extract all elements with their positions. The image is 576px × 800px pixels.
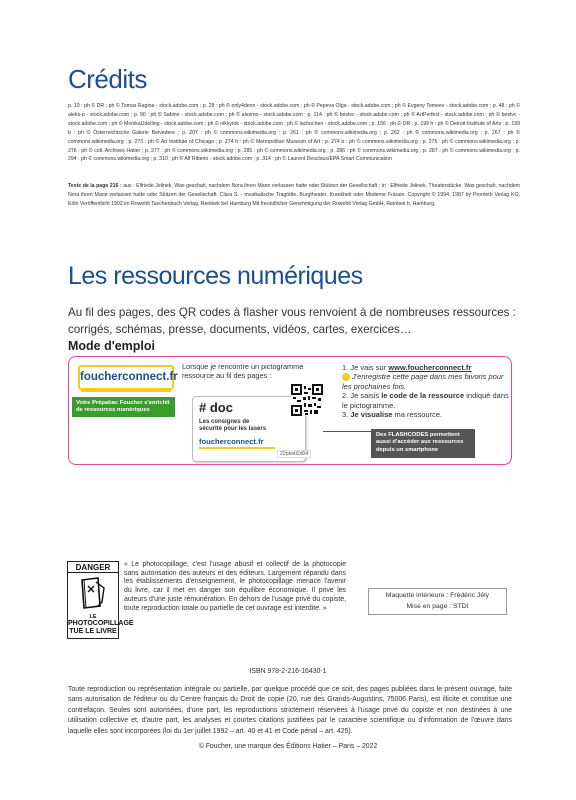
foucherconnect-logo-text: foucherconnect.fr (80, 371, 178, 383)
step-3-text-b: Je visualise (350, 410, 393, 420)
connector-line (323, 431, 371, 432)
step-1-tip (342, 372, 512, 391)
doc-pictogram-subtitle: Les consignes de sécurité pour les lasers (199, 419, 267, 433)
danger-bottom-line1: LE (89, 613, 97, 620)
danger-label: DANGER (68, 562, 118, 573)
logo-underline (81, 389, 171, 392)
legal-notice: Toute reproduction ou représentation intégrale ou partielle, par quelque procédé que ce soit, des pages publiées dans le présent ouvrage, faite sans autorisation de l'éditeur ou du Centre français du Droit de copie (20, rue des Grands-Augustins, 75006 Paris), est illicite et constitue une contrefaçon. Seules sont autorisées, d'une part, les reproductions strictement réservées à l'usage privé du copiste et non destinées à une utilisation collective et, d'autre part, les analyses et courtes citations justifiées par le caractère scientifique ou d'information de l'œuvre dans laquelle elles sont incorporées (loi du 1er juillet 1992 – art. 40 et 41 et Code pénal – art. 425). (68, 686, 512, 735)
step-2-text-c: indiqué dans le pictogramme. (342, 391, 509, 410)
resources-title: Les ressources numériques (68, 262, 363, 290)
step-3 (342, 410, 512, 419)
doc-pictogram-link: foucherconnect.fr (199, 437, 264, 446)
doc-pictogram-card (192, 396, 309, 462)
credits-text-page216-label: Texte de la page 216 : (68, 183, 122, 189)
step-2-text-b: le code de la ressource (381, 391, 465, 401)
danger-bottom-line3: TUE LE LIVRE (69, 628, 117, 635)
step-1 (342, 363, 512, 372)
photocopillage-quote: « Le photocopillage, c'est l'usage abusif et collectif de la photocopie sans autorisation des auteurs et des éditeurs. Largement répandu dans les établissements d'enseignement, le photocopillage menace l'avenir du livre, car il met en danger son équilibre économique. Il prive les auteurs d'une juste rémunération. En dehors de l'usage privé du copiste, toute reproduction totale ou partielle de cet ouvrage est interdite. » (124, 561, 346, 612)
isbn: ISBN 978-2-216-16430-1 (249, 668, 327, 675)
step-3-text-a: 3. (342, 410, 351, 420)
maquette-box (368, 588, 507, 615)
credits-text-page216-body: aus : Elfriede Jelinek, Was geschah, nachdem Nora ihren Mann verlassen hatte oder Stützen der Gesellschaft ; in : Elfriede Jelinek, Theaterstücke. Was geschah, nachdem Nora ihren Mann verlassen hatte oder Stützen der Gesellschaft. Clara S. - musikalische Tragödie. Burgtheater. Krankheit oder Moderne Frauen. Copyright © 1994, 1987 by Prometh Verlag KG, Köln Veröffentlicht 1992 im Rowohlt Taschenbuch Verlag, Reinbek bei Hamburg Mit freundlicher Genehmigung der Rowohlt Verlag GmbH, Reinbek b. Hamburg. (68, 183, 520, 207)
mode-emploi-title: Mode d'emploi (68, 339, 155, 353)
flashcodes-note: Des FLASHCODES permettent aussi d'accéder aux ressources depuis un smartphone (371, 429, 475, 458)
credits-text: p. 10 : ph © DR ; ph © Tomas Ragina - stock.adobe.com ; p. 28 : ph © only4denn - stock.adobe.com ; ph © Pepeva Olga - stock.adobe.com ; ph © Evgeny Tomeev - stock.adobe.com ; p. 48 : ph © aleks-p - stock.adobe.com ; p. 90 : ph © Sabine - stock.adobe.com ; ph © alesmo - stock.adobe.com ; p. 114 : ph © bestvc - stock.adobe.com ; ph © ArtPerfect - stock.adobe.com ; ph © bestvc - stock.adobe.com ; ph © MonikaUdelling - stock.adobe.com ; ph © nikkytok - stock.adobe.com ; ph © lachochen - stock.adobe.com ; p. 156 : ph © DR ; p. 199 h : ph © Detroit Institute of Arts ; p. 199 b : ph © Österreichische Galerie Belvedere ; p. 207 : ph © commons.wikimedia.org ; p. 261 : ph © commons.wikimedia.org ; p. 262 : ph © commons.wikimedia.org ; p. 267 : ph © commons.wikimedia.org ; p. 273 : ph © Art Institute of Chicago ; p. 274 h : ph © Metropolitan Museum of Art ; p. 274 b : ph © commons.wikimedia.org ; p. 275 : ph © commons.wikimedia.org ; p. 276 : ph © coll. Archives Hatier ; p. 277 : ph © commons.wikimedia.org ; p. 285 : ph © commons.wikimedia.org ; p. 286 : ph © commons.wikimedia.org ; p. 287 : ph © commons.wikimedia.org ; p. 294 : ph © commons.wikimedia.org ; p. 310 : ph © Alf Ribeiro - stock.adobe.com ; p. 314 : ph © Laurent Descloux/EPA Smart Communication (68, 103, 520, 163)
steps-list (342, 363, 512, 419)
foucherconnect-logo (78, 365, 178, 390)
doc-pictogram-code: 22pbsti2d04 (277, 450, 311, 458)
step-3-text-c: ma ressource. (392, 410, 443, 420)
credits-text-page216 (68, 182, 520, 209)
mode-emploi-panel (68, 356, 512, 465)
step-2 (342, 391, 512, 410)
foucherconnect-link[interactable]: www.foucherconnect.fr (388, 363, 472, 372)
lightbulb-icon (342, 373, 350, 381)
step-1-text: 1. Je vais sur (342, 363, 389, 372)
credits-title: Crédits (68, 64, 147, 94)
maquette-line2: Mise en page : STDI (406, 602, 469, 610)
qr-code-icon (291, 384, 323, 416)
danger-bottom-line2: PHOTOCOPILLAGE (68, 620, 134, 627)
footer-copyright: © Foucher, une marque des Éditions Hatier – Paris – 2022 (198, 743, 378, 750)
step-1-tip-text: J'enregistre cette page dans mes favoris pour les prochaines fois. (342, 372, 504, 391)
resources-intro: Au fil des pages, des QR codes à flasher vous renvoient à de nombreuses ressources : corrigés, schémas, presse, documents, vidéos, cartes, exercices… (68, 306, 516, 336)
dead-book-icon (76, 576, 110, 612)
danger-photocopillage-logo (67, 561, 134, 639)
step-2-text-a: 2. Je saisis (342, 391, 382, 401)
doc-pictogram-title: # doc (199, 400, 233, 415)
green-banner: Votre Prépabac Foucher s'enrichit de ressources numériques (72, 397, 175, 417)
pictogram-intro: Lorsque je rencontre un pictogramme ressource au fil des pages : (182, 362, 304, 381)
doc-link-underline (199, 447, 275, 449)
danger-bottom-text (68, 613, 134, 636)
maquette-line1: Maquette intérieure : Frédéric Jély (385, 592, 490, 599)
